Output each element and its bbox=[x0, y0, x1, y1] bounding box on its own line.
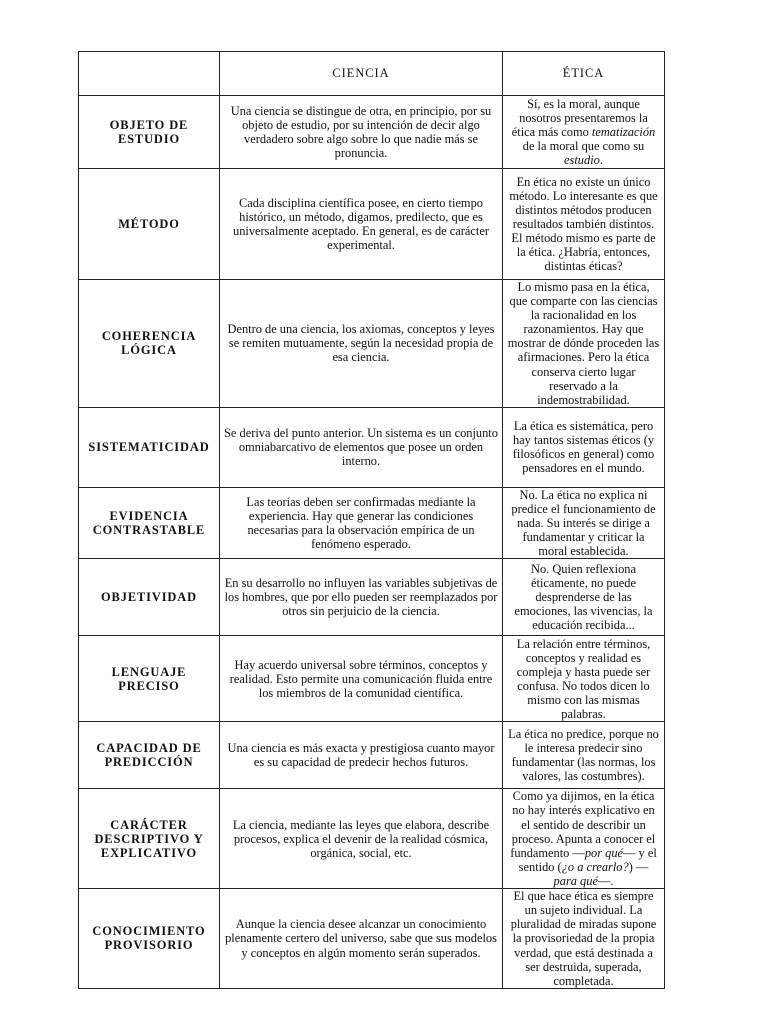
table-row bbox=[79, 96, 665, 169]
ciencia-cell: Cada disciplina científica posee, en cierto tiempo histórico, un método, digamos, predilecto, que es universalmente aceptado. En general, es de carácter experimental. bbox=[220, 169, 503, 280]
ciencia-cell: Una ciencia es más exacta y prestigiosa cuanto mayor es su capacidad de predecir hechos futuros. bbox=[220, 722, 503, 789]
ciencia-cell: Se deriva del punto anterior. Un sistema es un conjunto omniabarcativo de elementos que posee un orden interno. bbox=[220, 407, 503, 487]
header-etica: ÉTICA bbox=[503, 52, 665, 96]
etica-cell: La ética es sistemática, pero hay tantos sistemas éticos (y filosóficos en general) como pensadores en el mundo. bbox=[503, 407, 665, 487]
table-row bbox=[79, 487, 665, 558]
table-row bbox=[79, 280, 665, 408]
ciencia-cell: Aunque la ciencia desee alcanzar un conocimiento plenamente certero del universo, sabe que sus modelos y conceptos en algún momento serán superados. bbox=[220, 888, 503, 988]
row-label: EVIDENCIA CONTRASTABLE bbox=[79, 487, 220, 558]
table-row bbox=[79, 407, 665, 487]
ciencia-cell: Una ciencia se distingue de otra, en principio, por su objeto de estudio, por su intención de decir algo verdadero sobre algo sobre lo que nadie más se pronuncia. bbox=[220, 96, 503, 169]
etica-cell: En ética no existe un único método. Lo interesante es que distintos métodos producen resultados también distintos. El método mismo es parte de la ética. ¿Habría, entonces, distintas éticas? bbox=[503, 169, 665, 280]
header-empty-cell bbox=[79, 52, 220, 96]
ciencia-cell: Hay acuerdo universal sobre términos, conceptos y realidad. Esto permite una comunicación fluida entre los miembros de la comunidad científica. bbox=[220, 636, 503, 722]
table-row bbox=[79, 559, 665, 636]
etica-cell: Como ya dijimos, en la ética no hay interés explicativo en el sentido de describir un proceso. Apunta a conocer el fundamento —por qué— y el sentido (¿o a crearlo?) — para qué—. bbox=[503, 789, 665, 889]
row-label: OBJETO DE ESTUDIO bbox=[79, 96, 220, 169]
etica-cell: La ética no predice, porque no le interesa predecir sino fundamentar (las normas, los valores, las costumbres). bbox=[503, 722, 665, 789]
row-label: CARÁCTER DESCRIPTIVO Y EXPLICATIVO bbox=[79, 789, 220, 889]
etica-cell: El que hace ética es siempre un sujeto individual. La pluralidad de miradas supone la provisoriedad de la propia verdad, que está destinada a ser destruida, superada, completada. bbox=[503, 888, 665, 988]
row-label: COHERENCIA LÓGICA bbox=[79, 280, 220, 408]
comparison-table bbox=[78, 51, 665, 989]
table-row bbox=[79, 888, 665, 988]
ciencia-cell: En su desarrollo no influyen las variables subjetivas de los hombres, que por ello pueden ser reemplazados por otros sin perjuicio de la ciencia. bbox=[220, 559, 503, 636]
etica-cell: La relación entre términos, conceptos y realidad es compleja y hasta puede ser confusa. No todos dicen lo mismo con las mismas palabras. bbox=[503, 636, 665, 722]
etica-cell: Lo mismo pasa en la ética, que comparte con las ciencias la racionalidad en los razonamientos. Hay que mostrar de dónde proceden las afirmaciones. Pero la ética conserva cierto lugar reservado a la indemostrabilidad. bbox=[503, 280, 665, 408]
table-row bbox=[79, 636, 665, 722]
ciencia-cell: Dentro de una ciencia, los axiomas, conceptos y leyes se remiten mutuamente, según la necesidad propia de esa ciencia. bbox=[220, 280, 503, 408]
header-ciencia: CIENCIA bbox=[220, 52, 503, 96]
header-row bbox=[79, 52, 665, 96]
ciencia-cell: La ciencia, mediante las leyes que elabora, describe procesos, explica el devenir de la realidad cósmica, orgánica, social, etc. bbox=[220, 789, 503, 889]
row-label: OBJETIVIDAD bbox=[79, 559, 220, 636]
etica-cell: Sí, es la moral, aunque nosotros presentaremos la ética más como tematización de la moral que como su estudio. bbox=[503, 96, 665, 169]
table-row bbox=[79, 169, 665, 280]
row-label: CONOCIMIENTO PROVISORIO bbox=[79, 888, 220, 988]
row-label: CAPACIDAD DE PREDICCIÓN bbox=[79, 722, 220, 789]
etica-cell: No. Quien reflexiona éticamente, no puede desprenderse de las emociones, las vivencias, la educación recibida... bbox=[503, 559, 665, 636]
row-label: MÉTODO bbox=[79, 169, 220, 280]
table-row bbox=[79, 789, 665, 889]
ciencia-cell: Las teorías deben ser confirmadas mediante la experiencia. Hay que generar las condiciones necesarias para la observación empírica de un fenómeno esperado. bbox=[220, 487, 503, 558]
etica-cell: No. La ética no explica ni predice el funcionamiento de nada. Su interés se dirige a fundamentar y criticar la moral establecida. bbox=[503, 487, 665, 558]
table-row bbox=[79, 722, 665, 789]
table-body bbox=[79, 52, 665, 989]
row-label: LENGUAJE PRECISO bbox=[79, 636, 220, 722]
row-label: SISTEMATICIDAD bbox=[79, 407, 220, 487]
